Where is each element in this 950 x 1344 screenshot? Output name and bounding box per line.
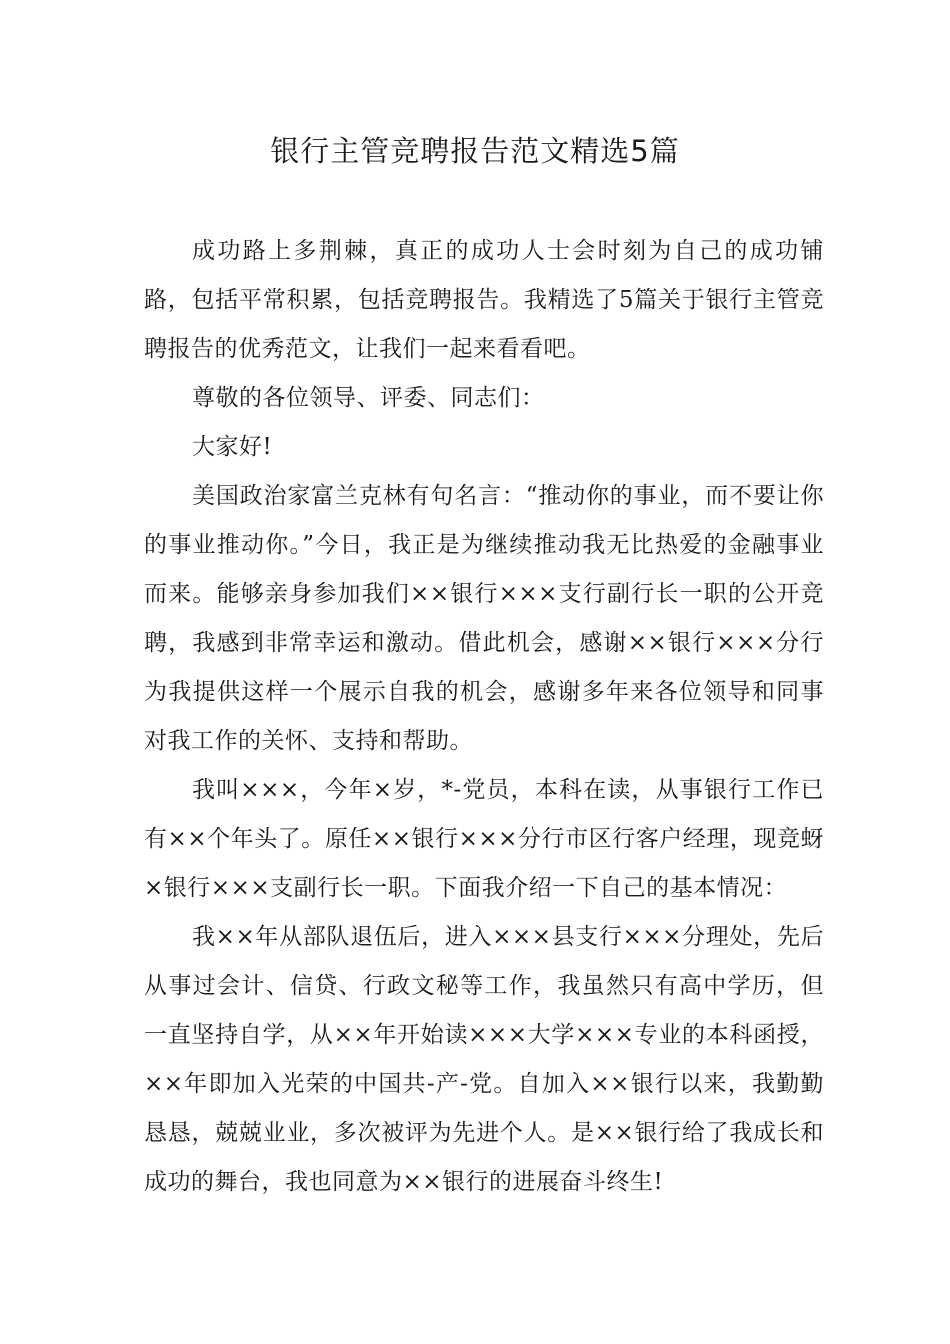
paragraph-salutation: 尊敬的各位领导、评委、同志们： [192,385,545,411]
document-title: 银行主管竞聘报告范文精选5篇 [270,134,680,168]
document-body [144,227,824,1207]
paragraph-greeting: 大家好! [192,434,273,460]
paragraph-self-intro: 我叫×××，今年×岁，*-党员，本科在读，从事银行工作已有××个年头了。原任××银行×××分行市区行客户经理，现竞蚜×银行×××支副行长一职。下面我介绍一下自己的基本情况： [144,777,824,901]
paragraph-quote: 美国政治家富兰克林有句名言：“推动你的事业，而不要让你的事业推动你。”今日，我正是为继续推动我无比热爱的金融事业而来。能够亲身参加我们××银行×××支行副行长一职的公开竞聘，我感到非常幸运和激动。借此机会，感谢××银行×××分行为我提供这样一个展示自我的机会，感谢多年来各位领导和同事对我工作的关怀、支持和帮助。 [144,483,824,754]
paragraph-background: 我××年从部队退伍后，进入×××县支行×××分理处，先后从事过会计、信贷、行政文秘等工作，我虽然只有高中学历，但一直坚持自学，从××年开始读×××大学×××专业的本科函授，××年即加入光荣的中国共-产-党。自加入××银行以来，我勤勤恳恳，兢兢业业，多次被评为先进个人。是××银行给了我成长和成功的舞台，我也同意为××银行的进展奋斗终生! [144,924,824,1195]
paragraph-intro: 成功路上多荆棘，真正的成功人士会时刻为自己的成功铺路，包括平常积累，包括竞聘报告。我精选了5篇关于银行主管竞聘报告的优秀范文，让我们一起来看看吧。 [144,238,824,362]
